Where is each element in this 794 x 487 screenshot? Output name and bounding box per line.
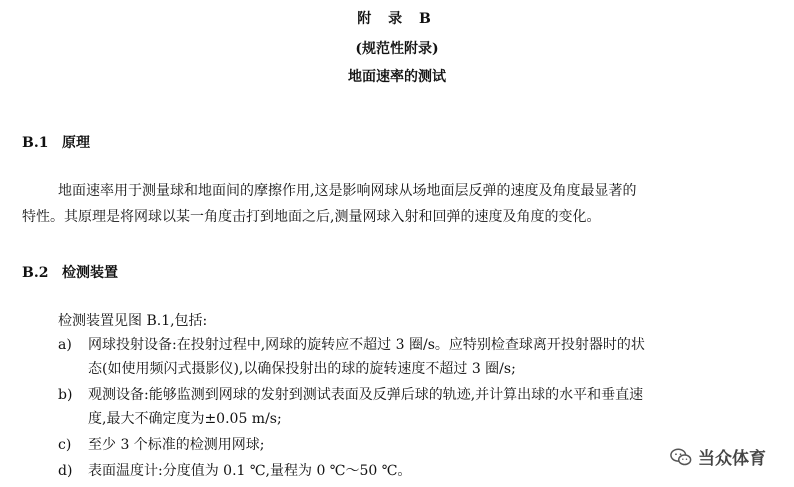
list-item-line: 态(如使用频闪式摄影仪),以确保投射出的球的旋转速度不超过 3 圈/s; xyxy=(88,361,516,377)
section-b2-heading xyxy=(22,262,118,282)
annex-title: 地面速率的测试 xyxy=(348,69,446,85)
section-intro: 检测装置见图 B.1,包括: xyxy=(58,313,208,329)
list-marker: a) xyxy=(58,337,72,353)
paragraph-line: 特性。其原理是将网球以某一角度击打到地面之后,测量网球入射和回弹的速度及角度的变化。 xyxy=(22,209,601,225)
watermark-text: 当众体育 xyxy=(698,449,766,469)
section-number: B.2 xyxy=(22,265,49,281)
section-title: 检测装置 xyxy=(62,265,118,281)
annex-label: 附 录 B xyxy=(357,11,437,27)
list-item-line: 度,最大不确定度为±0.05 m/s; xyxy=(88,411,282,427)
annex-type: (规范性附录) xyxy=(355,41,439,57)
list-marker: b) xyxy=(58,387,73,403)
list-marker: d) xyxy=(58,463,73,479)
list-item-line: 观测设备:能够监测到网球的发射到测试表面及反弹后球的轨迹,并计算出球的水平和垂直速 xyxy=(88,387,644,403)
list-item-line: 至少 3 个标准的检测用网球; xyxy=(88,437,265,453)
section-title: 原理 xyxy=(62,135,90,151)
list-item-line: 表面温度计:分度值为 0.1 ℃,量程为 0 ℃～50 ℃。 xyxy=(88,463,412,479)
watermark xyxy=(670,444,766,469)
section-b1-heading xyxy=(22,132,90,152)
wechat-icon xyxy=(670,446,692,468)
section-number: B.1 xyxy=(22,135,49,151)
list-item-line: 网球投射设备:在投射过程中,网球的旋转应不超过 3 圈/s。应特别检查球离开投射器时的状 xyxy=(88,337,645,353)
paragraph-line: 地面速率用于测量球和地面间的摩擦作用,这是影响网球从场地面层反弹的速度及角度最显著的 xyxy=(58,183,637,199)
list-marker: c) xyxy=(58,437,72,453)
